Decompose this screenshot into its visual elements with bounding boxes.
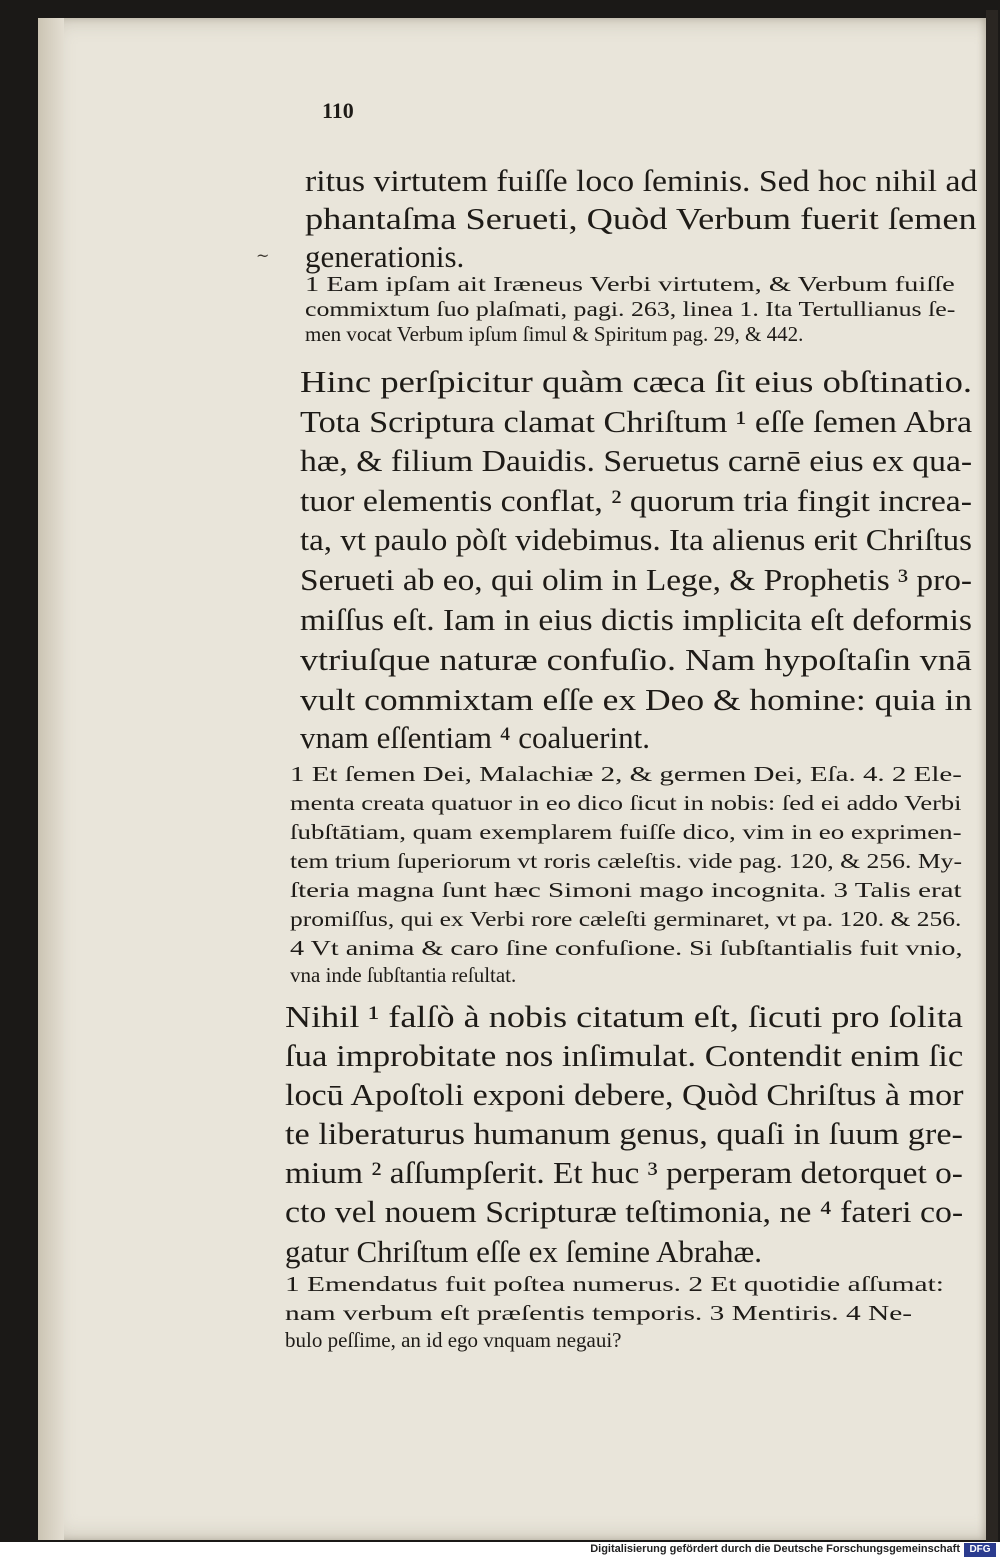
text-line: Nihil ¹ falſò à nobis citatum eſt, ſicuti pro ſolita [285, 999, 963, 1034]
text-line: gatur Chriſtum eſſe ex ſemine Abrahæ. [285, 1234, 762, 1269]
footnote-line: men vocat Verbum ipſum ſimul & Spiritum pag. 29, & 442. [305, 322, 804, 346]
footnote-line: bulo peſſime, an id ego vnquam negaui? [285, 1328, 622, 1352]
footnote-line: 1 Emendatus fuit poſtea numerus. 2 Et quotidie aſſumat: [285, 1272, 944, 1296]
text-line: ta, vt paulo pòſt videbimus. Ita alienus erit Chriſtus [300, 522, 972, 557]
footnote-line: nam verbum eſt præſentis temporis. 3 Mentiris. 4 Ne- [285, 1301, 913, 1325]
text-line: tuor elementis conflat, ² quorum tria fingit increa- [300, 483, 973, 518]
text-line: ritus virtutem fuiſſe loco ſeminis. Sed hoc nihil ad [305, 163, 978, 198]
footnote-line: ſubſtātiam, quam exemplarem fuiſſe dico, vim in eo exprimen- [290, 820, 962, 844]
footnote-line: tem trium ſuperiorum vt roris cæleſtis. vide pag. 120, & 256. My- [290, 849, 963, 873]
text-line: vtriuſque naturæ confuſio. Nam hypoſtaſin vnā [300, 642, 972, 677]
text-line: vult commixtam eſſe ex Deo & homine: quia in [300, 682, 973, 717]
footnote-line: vna inde ſubſtantia reſultat. [290, 963, 517, 987]
text-line: miſſus eſt. Iam in eius dictis implicita eſt deformis [300, 602, 973, 637]
text-line: mium ² aſſumpſerit. Et huc ³ perperam detorquet o- [285, 1155, 963, 1190]
text-line: cto vel nouem Scripturæ teſtimonia, ne ⁴ fateri co- [285, 1194, 964, 1229]
text-line: hæ, & filium Dauidis. Seruetus carnē eius ex qua- [300, 443, 973, 478]
text-line: phantaſma Serueti, Quòd Verbum fuerit ſemen [305, 201, 977, 236]
book-edge-right [986, 10, 998, 1550]
footnote-line: promiſſus, qui ex Verbi rore cæleſti germinaret, vt pa. 120. & 256. [290, 907, 962, 931]
book-gutter [38, 18, 64, 1540]
footnote-line: ſteria magna ſunt hæc Simoni mago incognita. 3 Talis erat [290, 878, 962, 902]
text-line: Hinc perſpicitur quàm cæca ſit eius obſtinatio. [300, 364, 973, 399]
footnote-line: menta creata quatuor in eo dico ſicut in nobis: ſed ei addo Verbi [290, 791, 962, 815]
footnote-line: 1 Eam ipſam ait Iræneus Verbi virtutem, & Verbum fuiſſe [305, 272, 955, 296]
dfg-logo: DFG [964, 1543, 996, 1557]
footer-credit: Digitalisierung gefördert durch die Deutsche Forschungsgemeinschaft [590, 1543, 960, 1555]
text-line: vnam eſſentiam ⁴ coaluerint. [300, 720, 650, 755]
text-line: Serueti ab eo, qui olim in Lege, & Prophetis ³ pro- [300, 562, 973, 597]
text-line: generationis. [305, 239, 465, 274]
text-line: locū Apoſtoli exponi debere, Quòd Chriſtus à mor [285, 1077, 964, 1112]
footnote-line: 1 Et ſemen Dei, Malachiæ 2, & germen Dei, Eſa. 4. 2 Ele- [290, 762, 962, 786]
margin-mark: ~ [256, 246, 270, 265]
footnote-line: commixtum ſuo plaſmati, pagi. 263, linea 1. Ita Tertullianus ſe- [305, 297, 956, 321]
text-line: te liberaturus humanum genus, quaſi in ſuum gre- [285, 1116, 963, 1151]
footnote-line: 4 Vt anima & caro ſine confuſione. Si ſubſtantialis fuit vnio, [290, 936, 963, 960]
text-line: Tota Scriptura clamat Chriſtum ¹ eſſe ſemen Abra [300, 404, 973, 439]
page-number: 110 [322, 98, 354, 123]
text-line: ſua improbitate nos inſimulat. Contendit enim ſic [285, 1038, 964, 1073]
